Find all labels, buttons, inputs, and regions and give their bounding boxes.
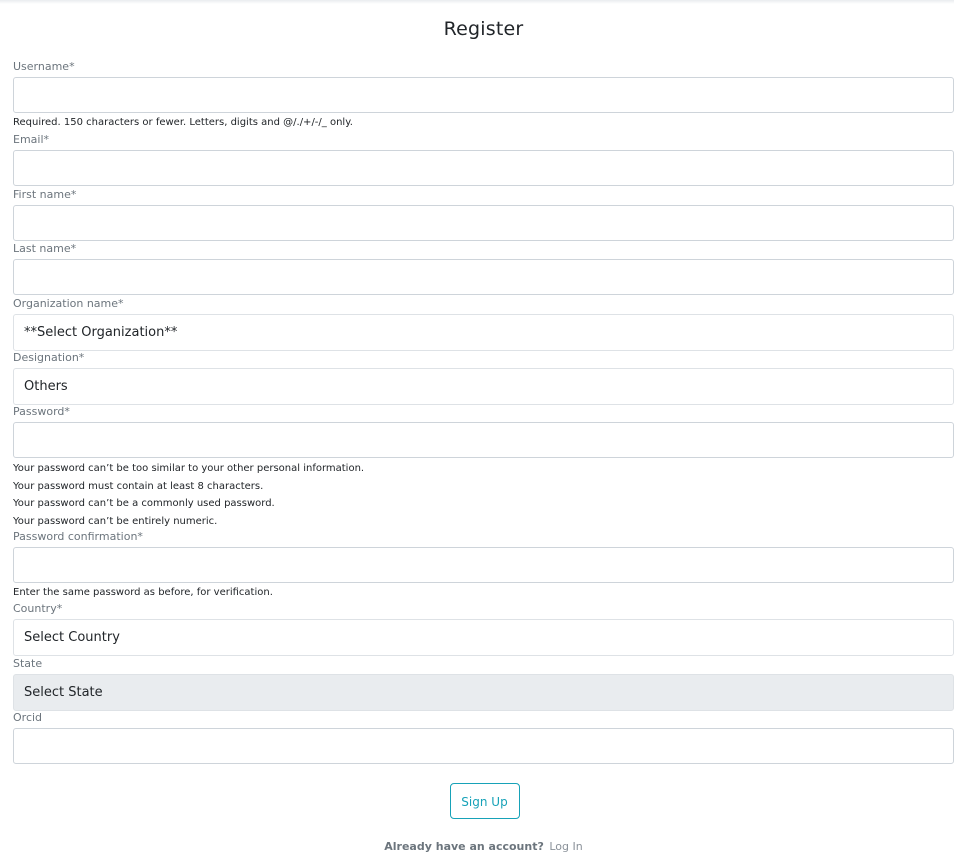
first-name-label: First name*: [13, 188, 77, 201]
username-group: [13, 61, 954, 132]
password-confirmation-group: [13, 531, 954, 602]
password-help-item: Your password can’t be entirely numeric.: [13, 515, 218, 527]
country-group: [13, 603, 954, 656]
state-label: State: [13, 657, 43, 670]
designation-label: Designation*: [13, 351, 85, 364]
password-help-list: [13, 460, 954, 530]
orcid-group: [13, 712, 954, 764]
organization-label: Organization name*: [13, 297, 124, 310]
sign-up-button[interactable]: Sign Up: [450, 783, 520, 819]
designation-select[interactable]: Others: [13, 368, 954, 405]
organization-select[interactable]: **Select Organization**: [13, 314, 954, 351]
last-name-group: [13, 243, 954, 295]
password-group: [13, 406, 954, 530]
state-select[interactable]: Select State: [13, 674, 954, 711]
submit-row: [13, 783, 954, 819]
login-question: Already have an account?: [384, 840, 544, 853]
country-select[interactable]: Select Country: [13, 619, 954, 656]
username-input[interactable]: [13, 77, 954, 113]
organization-group: [13, 298, 954, 351]
country-label: Country*: [13, 602, 63, 615]
username-label: Username*: [13, 60, 75, 73]
password-confirmation-help: Enter the same password as before, for verification.: [13, 587, 273, 598]
register-form: [13, 0, 954, 853]
password-confirmation-label: Password confirmation*: [13, 530, 143, 543]
first-name-group: [13, 189, 954, 241]
password-help-item: Your password can’t be too similar to your other personal information.: [13, 463, 365, 474]
orcid-label: Orcid: [13, 711, 43, 724]
designation-group: [13, 352, 954, 405]
password-help-item: Your password must contain at least 8 characters.: [13, 480, 264, 492]
last-name-label: Last name*: [13, 242, 77, 255]
email-label: Email*: [13, 133, 50, 146]
password-help-item: Your password can’t be a commonly used password.: [13, 498, 275, 509]
username-help: Required. 150 characters or fewer. Letters, digits and @/./+/-/_ only.: [13, 117, 353, 128]
password-label: Password*: [13, 405, 70, 418]
orcid-input[interactable]: [13, 728, 954, 764]
last-name-input[interactable]: [13, 259, 954, 295]
password-confirmation-input[interactable]: [13, 547, 954, 583]
state-group: [13, 658, 954, 711]
email-group: [13, 134, 954, 186]
login-prompt: [13, 840, 954, 854]
page-title: Register: [443, 18, 524, 40]
email-input[interactable]: [13, 150, 954, 186]
first-name-input[interactable]: [13, 205, 954, 241]
password-input[interactable]: [13, 422, 954, 458]
login-link[interactable]: Log In: [549, 840, 583, 853]
